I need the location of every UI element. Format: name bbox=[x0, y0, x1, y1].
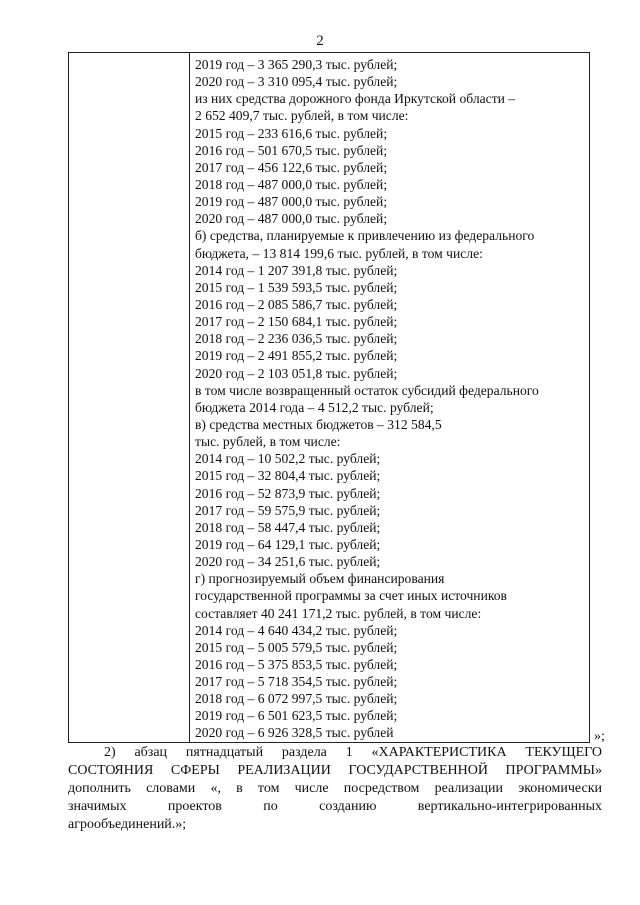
table-line: 2019 год – 3 365 290,3 тыс. рублей; bbox=[195, 57, 398, 72]
table-line: 2019 год – 2 491 855,2 тыс. рублей; bbox=[195, 348, 398, 364]
table-line: 2017 год – 2 150 684,1 тыс. рублей; bbox=[195, 314, 398, 330]
table-line: 2016 год – 52 873,9 тыс. рублей; bbox=[195, 485, 381, 501]
table-line: 2016 год – 501 670,5 тыс. рублей; bbox=[195, 142, 388, 158]
table-line: 2020 год – 34 251,6 тыс. рублей; bbox=[195, 554, 381, 570]
table-line: тыс. рублей, в том числе: bbox=[195, 434, 341, 450]
table-line: 2020 год – 6 926 328,5 тыс. рублей bbox=[195, 725, 394, 741]
table-line: 2019 год – 6 501 623,5 тыс. рублей; bbox=[195, 708, 398, 724]
table-line: 2020 год – 487 000,0 тыс. рублей; bbox=[195, 211, 388, 227]
table-line: 2014 год – 4 640 434,2 тыс. рублей; bbox=[195, 622, 398, 638]
funding-text-column bbox=[195, 56, 587, 742]
table-line: 2019 год – 64 129,1 тыс. рублей; bbox=[195, 536, 381, 552]
amendment-line: значимых проектов по созданию вертикально-интегрированных bbox=[68, 799, 602, 814]
table-line: 2015 год – 32 804,4 тыс. рублей; bbox=[195, 468, 381, 484]
table-line: 2017 год – 456 122,6 тыс. рублей; bbox=[195, 159, 388, 175]
table-line: 2016 год – 2 085 586,7 тыс. рублей; bbox=[195, 296, 398, 312]
table-line: 2017 год – 5 718 354,5 тыс. рублей; bbox=[195, 674, 398, 690]
closing-quote-mark: »; bbox=[594, 729, 605, 744]
column-divider bbox=[189, 53, 190, 742]
amendment-line: дополнить словами «, в том числе посредством реализации экономически bbox=[68, 781, 602, 796]
table-line: 2014 год – 1 207 391,8 тыс. рублей; bbox=[195, 262, 398, 278]
table-line: 2015 год – 5 005 579,5 тыс. рублей; bbox=[195, 639, 398, 655]
table-line: государственной программы за счет иных источников bbox=[195, 588, 507, 604]
page-number: 2 bbox=[316, 33, 324, 49]
amendment-paragraph bbox=[68, 744, 602, 834]
table-line: 2020 год – 2 103 051,8 тыс. рублей; bbox=[195, 365, 398, 381]
table-line: 2018 год – 2 236 036,5 тыс. рублей; bbox=[195, 331, 398, 347]
amendment-line: СОСТОЯНИЯ СФЕРЫ РЕАЛИЗАЦИИ ГОСУДАРСТВЕННОЙ ПРОГРАММЫ» bbox=[68, 763, 602, 778]
table-line: бюджета, – 13 814 199,6 тыс. рублей, в том числе: bbox=[195, 245, 483, 261]
funding-table bbox=[68, 52, 590, 743]
table-line: 2019 год – 487 000,0 тыс. рублей; bbox=[195, 194, 388, 210]
table-line: 2 652 409,7 тыс. рублей, в том числе: bbox=[195, 108, 409, 124]
table-line: г) прогнозируемый объем финансирования bbox=[195, 571, 445, 587]
table-line: бюджета 2014 года – 4 512,2 тыс. рублей; bbox=[195, 399, 434, 415]
table-line: 2017 год – 59 575,9 тыс. рублей; bbox=[195, 502, 381, 518]
table-line: 2018 год – 487 000,0 тыс. рублей; bbox=[195, 176, 388, 192]
table-line: 2015 год – 1 539 593,5 тыс. рублей; bbox=[195, 279, 398, 295]
table-line: 2014 год – 10 502,2 тыс. рублей; bbox=[195, 451, 381, 467]
table-line: б) средства, планируемые к привлечению из федерального bbox=[195, 228, 535, 244]
table-line: составляет 40 241 171,2 тыс. рублей, в том числе: bbox=[195, 605, 482, 621]
amendment-line: 2) абзац пятнадцатый раздела 1 «ХАРАКТЕРИСТИКА ТЕКУЩЕГО bbox=[104, 745, 602, 760]
amendment-line: агрообъединений.»; bbox=[68, 817, 187, 832]
table-line: 2020 год – 3 310 095,4 тыс. рублей; bbox=[195, 74, 398, 90]
table-line: 2018 год – 58 447,4 тыс. рублей; bbox=[195, 519, 381, 535]
table-line: 2015 год – 233 616,6 тыс. рублей; bbox=[195, 125, 388, 141]
table-line: в) средства местных бюджетов – 312 584,5 bbox=[195, 416, 442, 432]
table-line: 2018 год – 6 072 997,5 тыс. рублей; bbox=[195, 691, 398, 707]
table-line: 2016 год – 5 375 853,5 тыс. рублей; bbox=[195, 656, 398, 672]
table-line: из них средства дорожного фонда Иркутской области – bbox=[195, 91, 516, 107]
table-line: в том числе возвращенный остаток субсидий федерального bbox=[195, 382, 539, 398]
